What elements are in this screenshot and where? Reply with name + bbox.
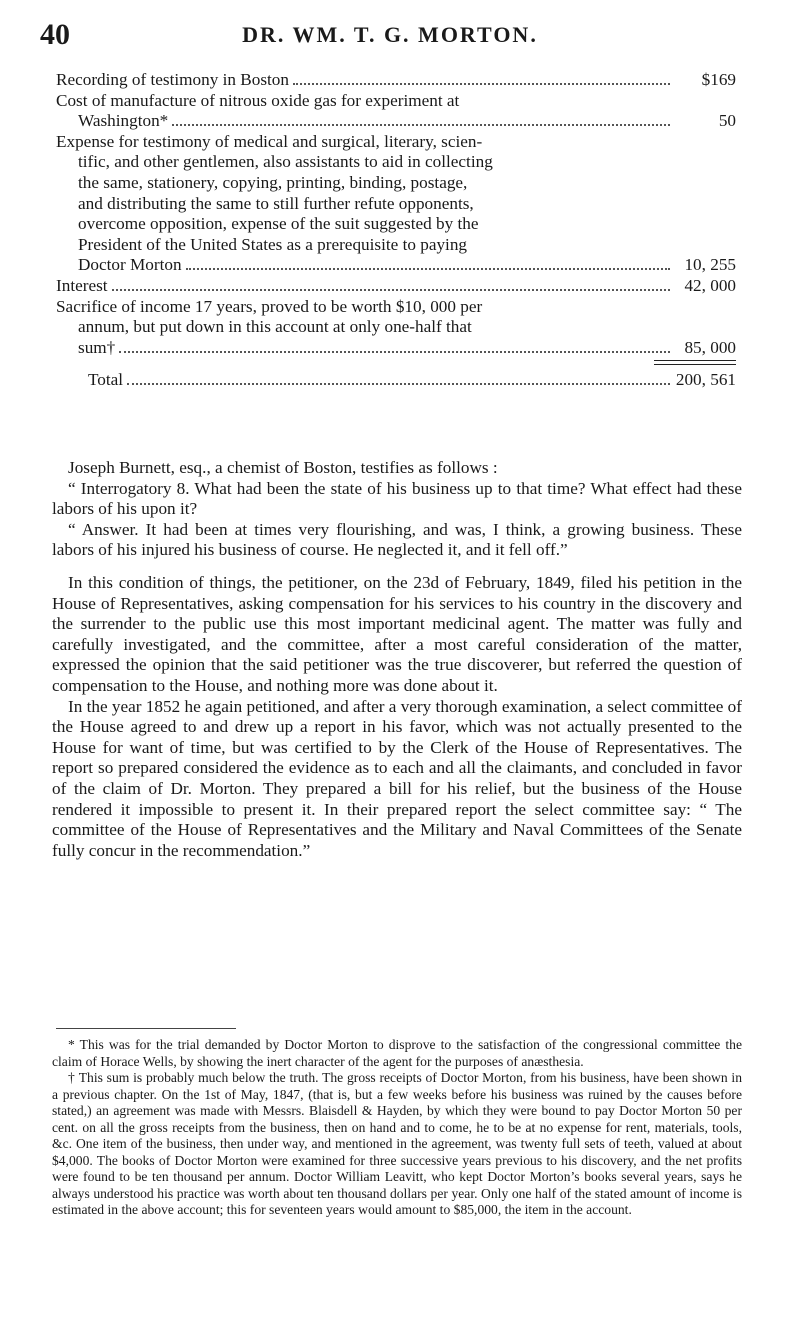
ledger-amount: 42, 000 [684, 275, 736, 295]
ledger-label: Washington* [78, 111, 169, 131]
ledger-entry-testimony-expense [56, 132, 736, 276]
ledger-text: overcome opposition, expense of the suit suggested by the [78, 214, 479, 234]
ledger-text: tific, and other gentlemen, also assistants to aid in collecting [78, 152, 493, 172]
ledger-entry-recording [56, 70, 736, 91]
ledger-total-label: Total [88, 370, 124, 390]
footnote: † This sum is probably much below the truth. The gross receipts of Doctor Morton, from his business, have been shown in a previous chapter. On the 1st of May, 1847, (that is, but a few weeks before his business was ruined by the causes before stated,) an agreement was made with Messrs. Blaisdell & Hayden, by which they were bound to pay Doctor Morton 50 per cent. on all the gross receipts from the business, then on hand and to come, he to be at no expense for rent, materials, tools, &c. One item of the business, then under way, and mentioned in the agreement, was twenty full sets of teeth, valued at about $4,000. The books of Doctor Morton were examined for three successive years previous to his discovery, and the net profits were found to be ten thousand per annum. Doctor William Leavitt, who kept Doctor Morton’s books several years, says he always understood his practice was worth about ten thousand dollars per year. Only one half of the stated amount of income is estimated in the above account; this for seventeen years would amount to $85,000, the item in the account. [52, 1070, 742, 1217]
dot-leader [293, 83, 670, 85]
ledger-text: President of the United States as a prerequisite to paying [78, 234, 468, 254]
ledger-label: Recording of testimony in Boston [56, 70, 289, 89]
total-double-rule [56, 358, 736, 364]
body-text [52, 458, 742, 861]
ledger-entry-nitrous-oxide [56, 91, 736, 132]
dot-leader [112, 289, 670, 291]
ledger-text: annum, but put down in this account at only one-half that [78, 317, 472, 337]
ledger-entry-total [56, 370, 736, 391]
paragraph: “ Interrogatory 8. What had been the state of his business up to that time? What effect had these labors of his upon it? [52, 478, 742, 519]
ledger-amount: $169 [701, 70, 736, 89]
footnotes [52, 1037, 742, 1219]
page-number: 40 [40, 18, 70, 51]
ledger-text: the same, stationery, copying, printing, binding, postage, [78, 172, 468, 192]
ledger-amount: 85, 000 [684, 337, 736, 357]
ledger-text: Expense for testimony of medical and surgical, literary, scien- [56, 131, 483, 151]
ledger-amount: 10, 255 [684, 255, 736, 275]
running-head [40, 18, 740, 52]
ledger-text: Sacrifice of income 17 years, proved to be worth $10, 000 per [56, 296, 483, 316]
ledger-amount: 50 [718, 111, 736, 131]
expense-ledger [56, 70, 736, 391]
ledger-label: Interest [56, 275, 108, 295]
dot-leader [127, 383, 670, 385]
footnote-divider [56, 1028, 236, 1029]
running-title: DR. WM. T. G. MORTON. [242, 22, 538, 47]
dot-leader [119, 351, 670, 353]
paragraph: In this condition of things, the petitioner, on the 23d of February, 1849, filed his petition in the House of Representatives, asking compensation for his services to his country in the discovery and the surrender to the public use this most important medicinal agent. The matter was fully and carefully investigated, and the committee, after a most careful consideration of the matter, expressed the opinion that the said petitioner was the true discoverer, but referred the question of compensation to the House, and nothing more was done about it. [52, 572, 742, 695]
dot-leader [172, 124, 670, 126]
paragraph: In the year 1852 he again petitioned, and after a very thorough examination, a select committee of the House agreed to and drew up a report in his favor, which was not actually presented to the House for want of time, but was certified to by the Clerk of the House of Representatives. The report so prepared considered the evidence as to each and all the claimants, and concluded in favor of the claim of Dr. Morton. They prepared a bill for his relief, but the business of the House rendered it impossible to present it. In their prepared report the select committee say: “ The committee of the House of Representatives and the Military and Naval Committees of the Senate fully concur in the recommendation.” [52, 696, 742, 860]
ledger-entry-interest [56, 276, 736, 297]
ledger-label: Doctor Morton [78, 255, 182, 275]
paragraph: “ Answer. It had been at times very flourishing, and was, I think, a growing business. These labors of his injured his business of course. He neglected it, and it fell off.” [52, 519, 742, 560]
dot-leader [186, 268, 670, 270]
ledger-label: sum† [78, 337, 116, 357]
paragraph: Joseph Burnett, esq., a chemist of Boston, testifies as follows : [68, 458, 498, 477]
ledger-text: Cost of manufacture of nitrous oxide gas for experiment at [56, 90, 460, 110]
ledger-entry-sacrifice [56, 297, 736, 359]
ledger-total-amount: 200, 561 [675, 370, 736, 390]
ledger-text: and distributing the same to still further refute opponents, [78, 193, 474, 213]
footnote: * This was for the trial demanded by Doctor Morton to disprove to the satisfaction of the congressional committee the claim of Horace Wells, by showing the inert character of the agent for the purposes of anæsthesia. [52, 1037, 742, 1069]
